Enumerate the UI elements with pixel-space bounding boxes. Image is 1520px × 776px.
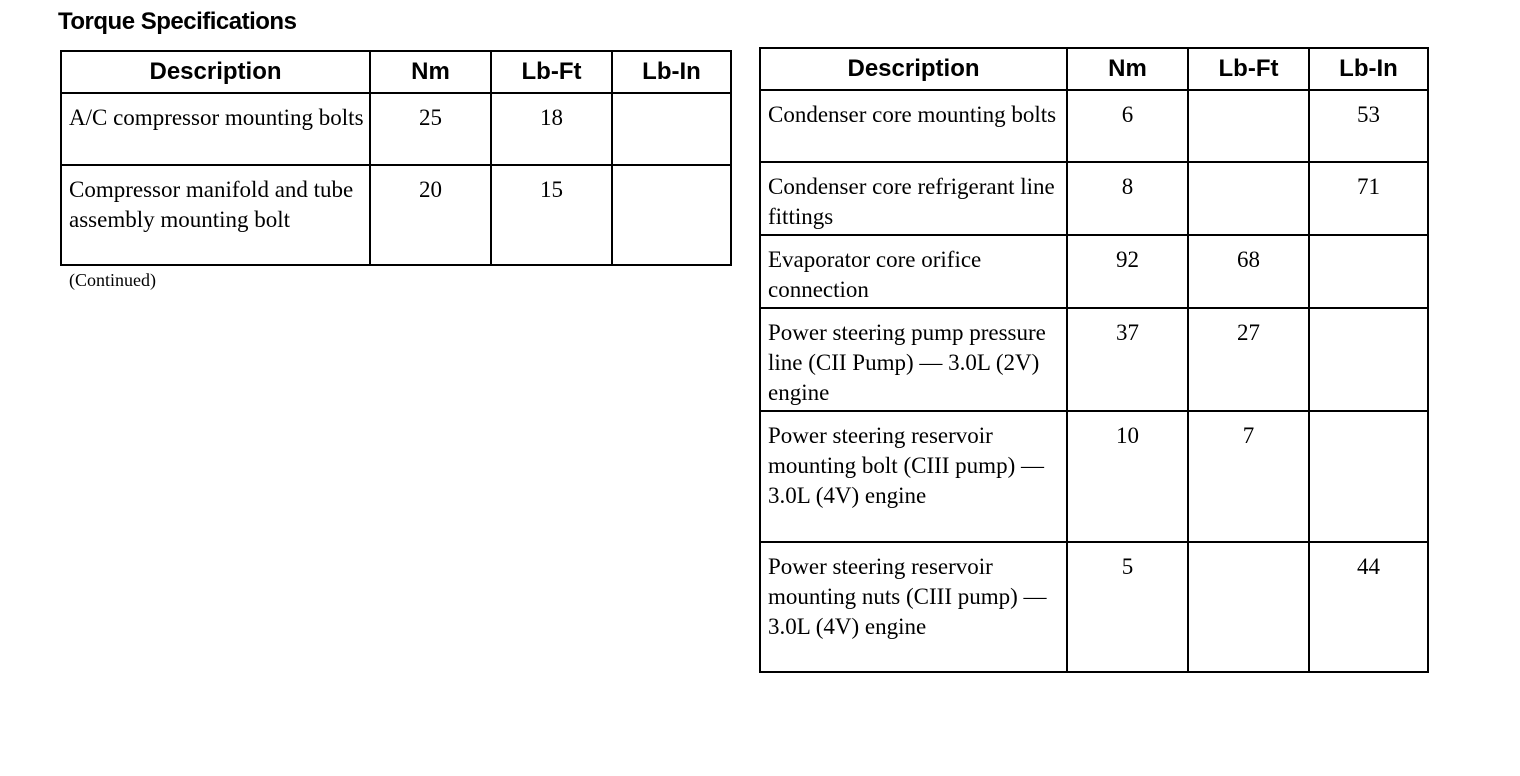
table-row (760, 411, 1428, 542)
cell-description: Condenser core mounting bolts (760, 90, 1067, 162)
cell-nm: 37 (1067, 308, 1188, 411)
cell-lb-in (1309, 235, 1428, 308)
column-header-lb-ft: Lb-Ft (1188, 48, 1309, 90)
cell-description: Power steering pump pressure line (CII Pump) — 3.0L (2V) engine (760, 308, 1067, 411)
cell-nm: 5 (1067, 542, 1188, 672)
column-header-nm: Nm (370, 51, 491, 93)
cell-nm: 20 (370, 165, 491, 265)
cell-lb-ft: 18 (491, 93, 612, 165)
table-row (61, 93, 731, 165)
table-row (760, 308, 1428, 411)
cell-lb-ft: 27 (1188, 308, 1309, 411)
cell-description: Power steering reservoir mounting nuts (CIII pump) — 3.0L (4V) engine (760, 542, 1067, 672)
cell-lb-in (1309, 308, 1428, 411)
cell-lb-in: 44 (1309, 542, 1428, 672)
table-row (760, 162, 1428, 235)
cell-nm: 8 (1067, 162, 1188, 235)
cell-lb-in: 53 (1309, 90, 1428, 162)
table-row (61, 165, 731, 265)
column-header-lb-in: Lb-In (612, 51, 731, 93)
cell-description: Condenser core refrigerant line fittings (760, 162, 1067, 235)
cell-description: Power steering reservoir mounting bolt (CIII pump) — 3.0L (4V) engine (760, 411, 1067, 542)
cell-nm: 92 (1067, 235, 1188, 308)
table-row (760, 542, 1428, 672)
cell-nm: 10 (1067, 411, 1188, 542)
cell-lb-in: 71 (1309, 162, 1428, 235)
cell-description: Evaporator core orifice connection (760, 235, 1067, 308)
cell-lb-ft (1188, 162, 1309, 235)
column-header-description: Description (61, 51, 370, 93)
column-header-lb-ft: Lb-Ft (491, 51, 612, 93)
column-header-lb-in: Lb-In (1309, 48, 1428, 90)
table-header-row (61, 51, 731, 93)
cell-lb-ft (1188, 542, 1309, 672)
table-row (760, 235, 1428, 308)
cell-nm: 25 (370, 93, 491, 165)
cell-description: A/C compressor mounting bolts (61, 93, 370, 165)
column-header-nm: Nm (1067, 48, 1188, 90)
cell-lb-ft: 15 (491, 165, 612, 265)
cell-lb-in (1309, 411, 1428, 542)
torque-table-left (60, 50, 732, 266)
cell-lb-in (612, 165, 731, 265)
cell-lb-ft: 68 (1188, 235, 1309, 308)
continued-note: (Continued) (69, 270, 156, 290)
table-header-row (760, 48, 1428, 90)
table-row (760, 90, 1428, 162)
column-header-description: Description (760, 48, 1067, 90)
cell-lb-ft (1188, 90, 1309, 162)
cell-lb-ft: 7 (1188, 411, 1309, 542)
torque-table-right (759, 47, 1429, 673)
cell-lb-in (612, 93, 731, 165)
page-title: Torque Specifications (58, 8, 297, 35)
cell-nm: 6 (1067, 90, 1188, 162)
cell-description: Compressor manifold and tube assembly mounting bolt (61, 165, 370, 265)
